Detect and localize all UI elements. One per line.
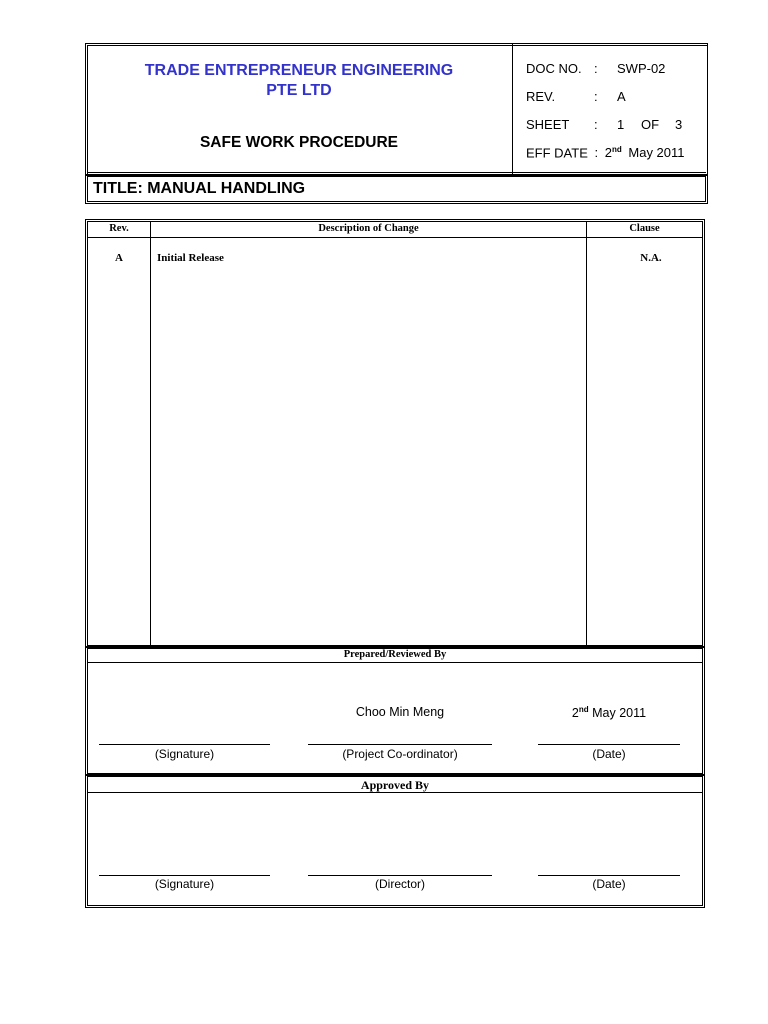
eff-date-rest: May 2011 xyxy=(628,145,685,161)
prepared-date-rest: May 2011 xyxy=(592,706,647,721)
table-row-clause: N.A. xyxy=(640,252,662,264)
prepared-date-suffix: nd xyxy=(578,705,589,714)
approved-signature-line xyxy=(99,875,270,876)
eff-date xyxy=(526,145,685,160)
company-name-line2: PTE LTD xyxy=(266,82,332,99)
company-name-line1: TRADE ENTREPRENEUR ENGINEERING xyxy=(144,62,454,79)
procedure-title: SAFE WORK PROCEDURE xyxy=(199,134,399,151)
eff-date-label: EFF DATE xyxy=(526,145,588,161)
doc-no-label: DOC NO. xyxy=(526,61,582,76)
approved-role-label: (Director) xyxy=(375,877,425,891)
rev-colon: : xyxy=(594,89,598,104)
prepared-date xyxy=(538,705,680,720)
sheet-label: SHEET xyxy=(526,117,570,132)
header-inner-line xyxy=(87,172,706,173)
prepared-heading: Prepared/Reviewed By xyxy=(343,649,447,660)
company-name xyxy=(90,61,508,101)
rev-label: REV. xyxy=(526,89,556,104)
approved-date-label: (Date) xyxy=(592,877,626,891)
revision-table-inner xyxy=(87,221,703,646)
clause-column-header: Clause xyxy=(629,223,660,234)
rev-column-header: Rev. xyxy=(109,223,129,234)
eff-date-colon: : xyxy=(594,145,599,161)
approved-date-line xyxy=(538,875,680,876)
approved-signature-label: (Signature) xyxy=(154,877,215,891)
prepared-date-line xyxy=(538,744,680,745)
prepared-signature-label: (Signature) xyxy=(154,747,215,761)
eff-date-day: 2 xyxy=(604,145,612,161)
sheet-of: OF xyxy=(641,117,660,132)
prepared-date-label: (Date) xyxy=(592,747,626,761)
doc-no-colon: : xyxy=(594,61,598,76)
approved-role-line xyxy=(308,875,492,876)
sheet-colon: : xyxy=(594,117,598,132)
clause-col-divider xyxy=(586,221,587,646)
header-inner-left-line xyxy=(87,45,88,174)
approved-heading: Approved By xyxy=(360,778,430,792)
sheet-total: 3 xyxy=(675,117,683,132)
doc-no-value: SWP-02 xyxy=(617,61,666,76)
prepared-date-day: 2 xyxy=(571,706,579,721)
prepared-heading-rule xyxy=(87,662,703,663)
table-row-rev: A xyxy=(115,252,123,264)
eff-date-suffix: nd xyxy=(611,145,622,154)
rev-value: A xyxy=(617,89,626,104)
header-inner-top-line xyxy=(87,45,707,46)
rev-col-divider xyxy=(150,221,151,646)
prepared-role-line xyxy=(308,744,492,745)
header-inner-right-line xyxy=(707,45,708,174)
document-title: TITLE: MANUAL HANDLING xyxy=(93,180,306,197)
preparer-name: Choo Min Meng xyxy=(355,705,445,719)
description-column-header: Description of Change xyxy=(318,223,419,234)
header-divider xyxy=(512,43,513,176)
prepared-signature-line xyxy=(99,744,270,745)
revision-header-rule xyxy=(87,237,703,238)
sheet-current: 1 xyxy=(617,117,625,132)
prepared-role-label: (Project Co-ordinator) xyxy=(342,747,458,761)
table-row-description: Initial Release xyxy=(157,252,224,264)
